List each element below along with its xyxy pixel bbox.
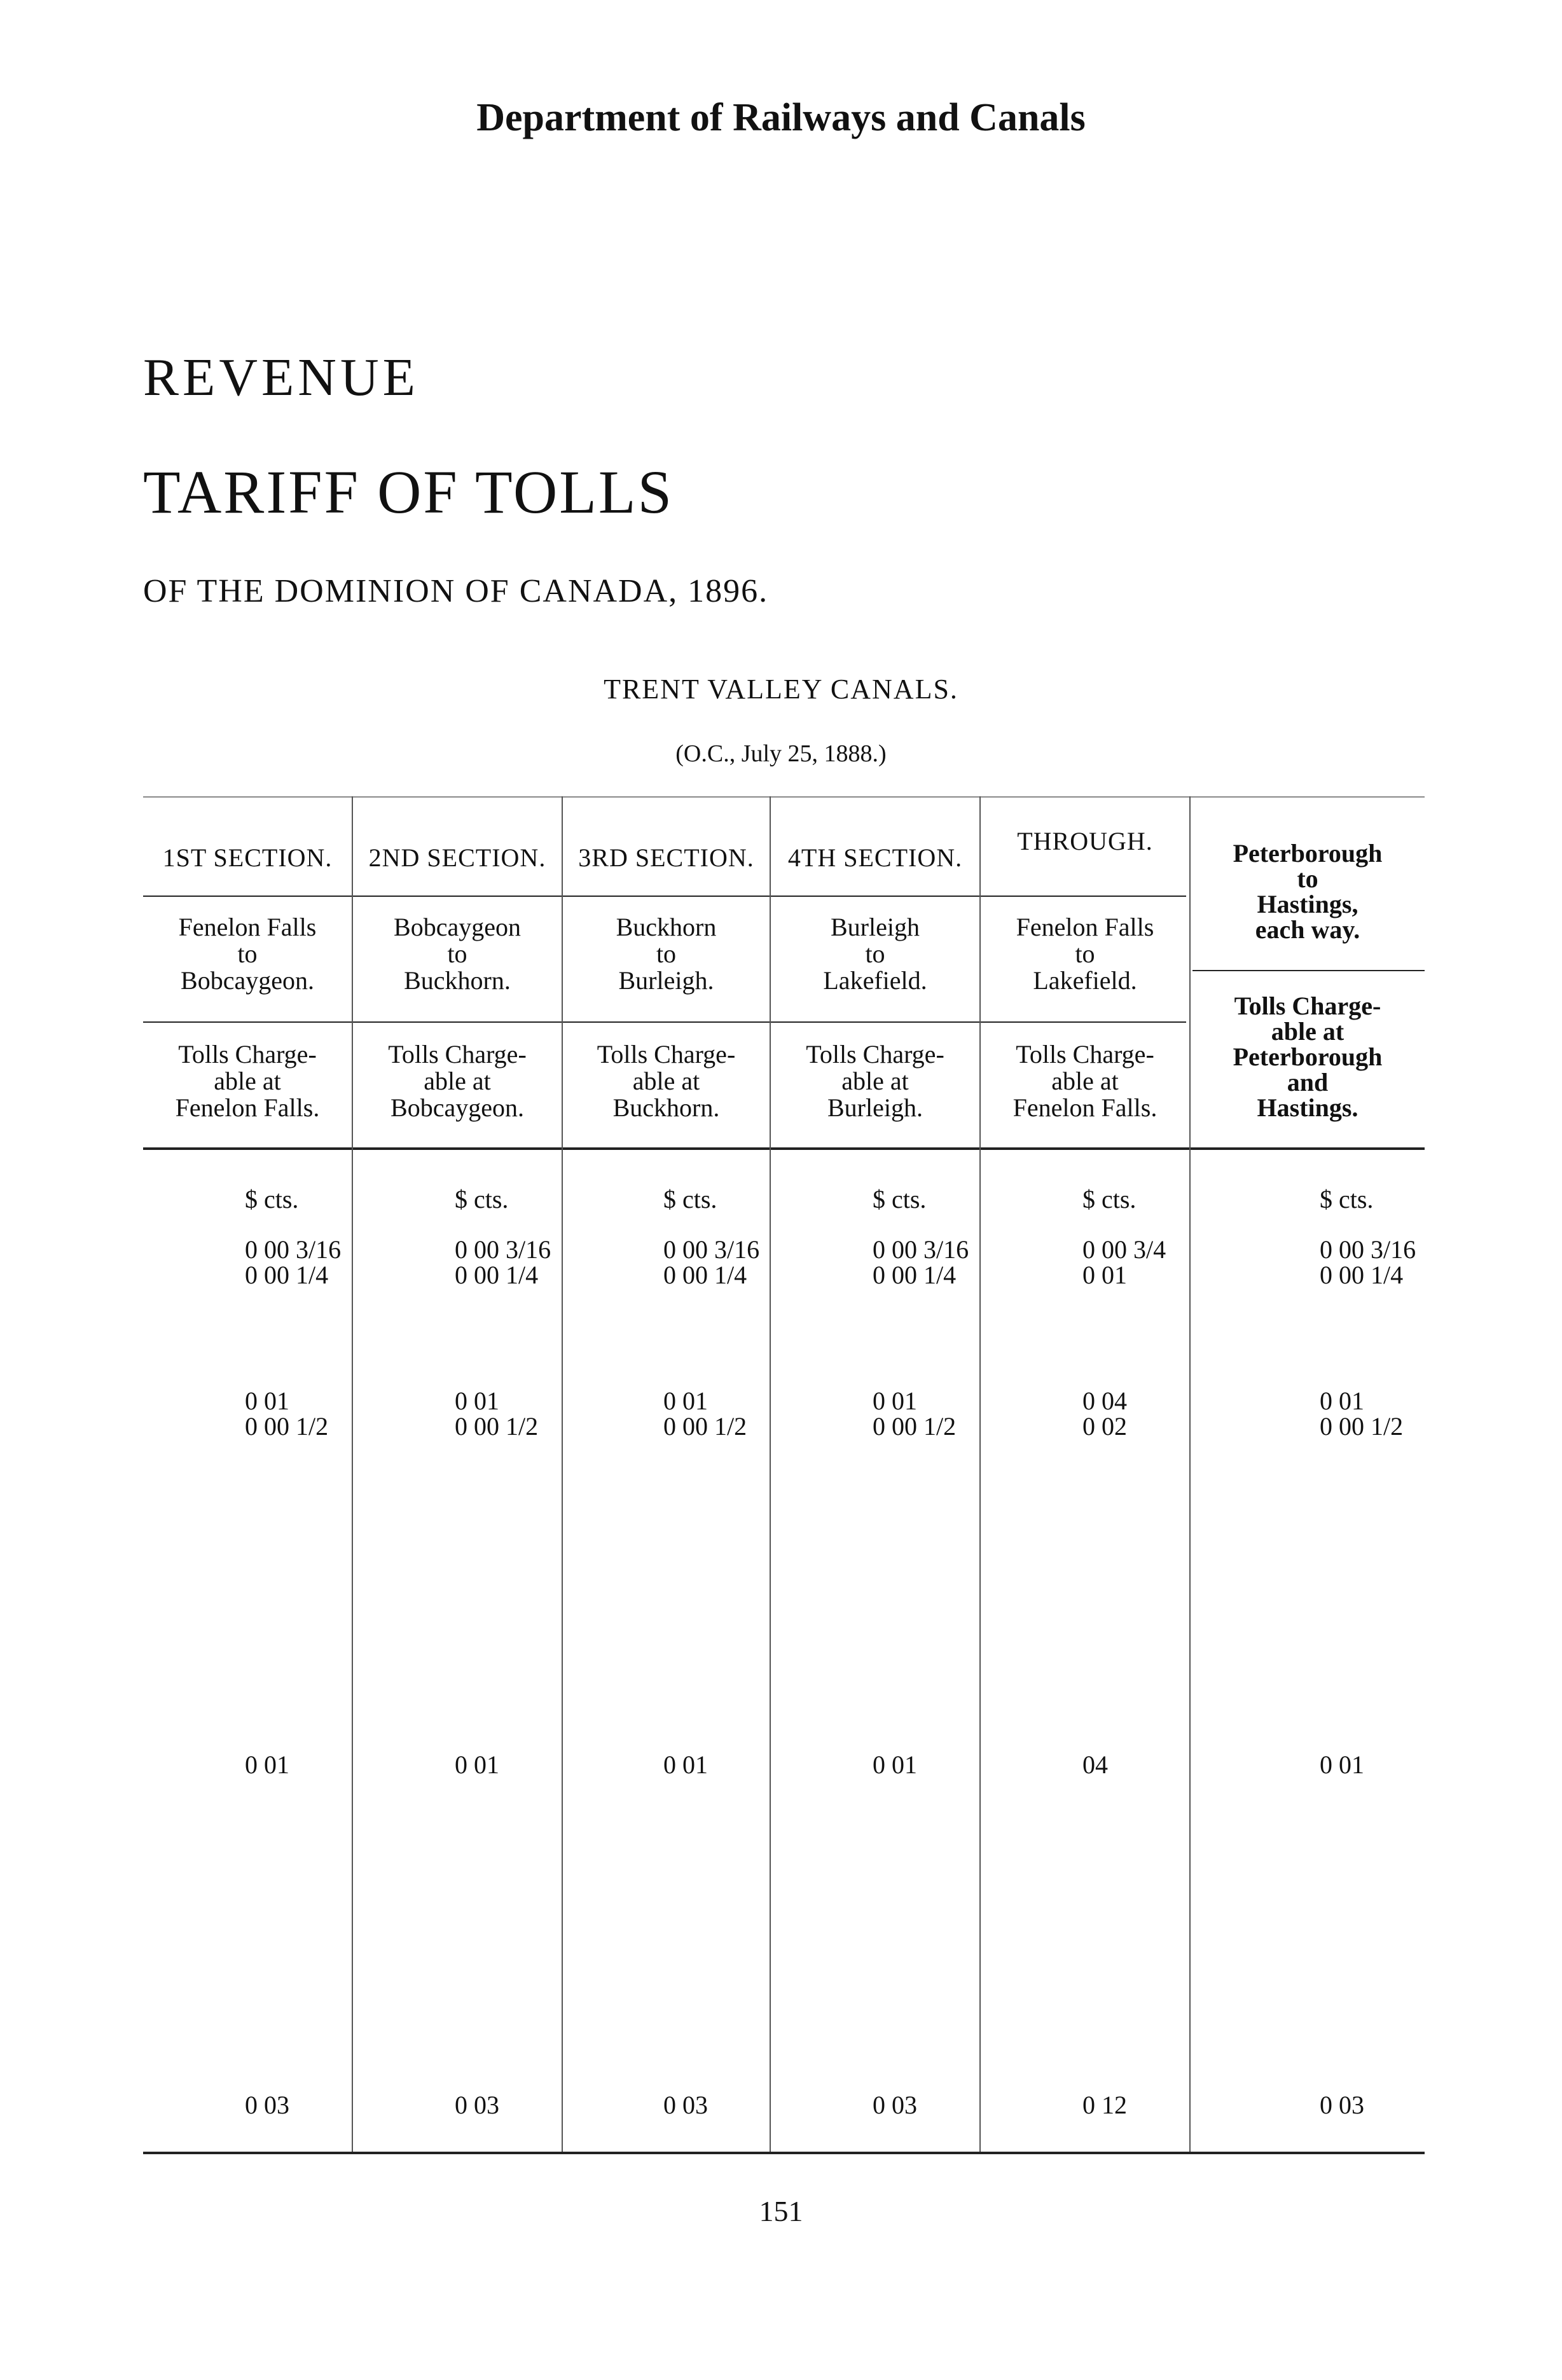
toll-value-cell: 0 03 <box>455 2091 499 2119</box>
chargeable-header: Tolls Charge- able at Fenelon Falls. <box>175 1040 320 1122</box>
page-number: 151 <box>759 2195 803 2227</box>
route-header: Buckhorn to Burleigh. <box>616 913 717 995</box>
route-header: Burleigh to Lakefield. <box>823 913 927 995</box>
toll-value-cell: 0 01 <box>1320 1750 1364 1779</box>
dominion-subtitle: OF THE DOMINION OF CANADA, 1896. <box>143 573 769 609</box>
table-bottom-rule <box>143 2152 1425 2154</box>
chargeable-header: Tolls Charge- able at Burleigh. <box>806 1040 944 1122</box>
toll-value-cell: 0 03 <box>245 2091 289 2119</box>
toll-value-cell: 0 01 <box>455 1750 499 1779</box>
column-rule <box>770 796 771 2152</box>
toll-value-cell: 0 00 3/16 0 00 1/4 <box>1320 1235 1416 1289</box>
toll-value-cell: 0 01 0 00 1/2 <box>455 1387 539 1441</box>
header-bottom-rule <box>143 1147 1425 1150</box>
toll-value-cell: 0 01 0 00 1/2 <box>1320 1387 1404 1441</box>
currency-unit: $ cts. <box>663 1185 717 1214</box>
header-rule-1 <box>143 896 1186 897</box>
toll-value-cell: 0 00 3/16 0 00 1/4 <box>873 1235 969 1289</box>
running-header: Department of Railways and Canals <box>476 96 1086 139</box>
column-rule <box>352 796 353 2152</box>
chargeable-header: Tolls Charge- able at Buckhorn. <box>597 1040 736 1122</box>
canal-heading: TRENT VALLEY CANALS. <box>604 674 958 705</box>
toll-value-cell: 0 01 0 00 1/2 <box>663 1387 747 1441</box>
column-rule <box>562 796 563 2152</box>
chargeable-header: Tolls Charge- able at Bobcaygeon. <box>388 1040 527 1122</box>
toll-value-cell: 0 03 <box>663 2091 708 2119</box>
route-header: Fenelon Falls to Bobcaygeon. <box>178 913 317 995</box>
currency-unit: $ cts. <box>873 1185 927 1214</box>
currency-unit: $ cts. <box>245 1185 299 1214</box>
toll-value-cell: 0 00 3/16 0 00 1/4 <box>245 1235 342 1289</box>
toll-value-cell: 0 01 0 00 1/2 <box>873 1387 957 1441</box>
section-header: 4TH SECTION. <box>787 843 963 872</box>
toll-value-cell: 0 04 0 02 <box>1082 1387 1127 1441</box>
toll-value-cell: 0 00 3/16 0 00 1/4 <box>663 1235 760 1289</box>
column-rule <box>979 796 981 2152</box>
tariff-title: TARIFF OF TOLLS <box>143 458 674 526</box>
order-in-council: (O.C., July 25, 1888.) <box>675 740 887 767</box>
revenue-heading: REVENUE <box>143 348 419 407</box>
currency-unit: $ cts. <box>455 1185 509 1214</box>
chargeable-header: Tolls Charge- able at Fenelon Falls. <box>1013 1040 1158 1122</box>
section-header: 3RD SECTION. <box>578 843 754 872</box>
chargeable-header: Tolls Charge- able at Peterborough and Hastings. <box>1233 992 1383 1122</box>
toll-value-cell: 0 01 <box>245 1750 289 1779</box>
table-top-rule <box>143 796 1425 798</box>
route-header: Fenelon Falls to Lakefield. <box>1016 913 1154 995</box>
section-header: 1ST SECTION. <box>162 843 333 872</box>
toll-value-cell: 0 01 <box>663 1750 708 1779</box>
section-header: 2ND SECTION. <box>368 843 546 872</box>
toll-value-cell: 0 12 <box>1082 2091 1127 2119</box>
toll-value-cell: 0 03 <box>1320 2091 1364 2119</box>
route-header: Bobcaygeon to Buckhorn. <box>394 913 521 995</box>
toll-value-cell: 0 00 3/16 0 00 1/4 <box>455 1235 551 1289</box>
toll-value-cell: 0 03 <box>873 2091 917 2119</box>
toll-value-cell: 0 00 3/4 0 01 <box>1082 1235 1166 1289</box>
toll-value-cell: 04 <box>1082 1750 1108 1779</box>
section-header: THROUGH. <box>1017 827 1153 855</box>
toll-value-cell: 0 01 0 00 1/2 <box>245 1387 329 1441</box>
currency-unit: $ cts. <box>1082 1185 1137 1214</box>
route-header: Peterborough to Hastings, each way. <box>1233 839 1383 944</box>
header-rule-peterborough <box>1192 970 1425 971</box>
header-rule-2 <box>143 1021 1186 1023</box>
currency-unit: $ cts. <box>1320 1185 1374 1214</box>
toll-value-cell: 0 01 <box>873 1750 917 1779</box>
